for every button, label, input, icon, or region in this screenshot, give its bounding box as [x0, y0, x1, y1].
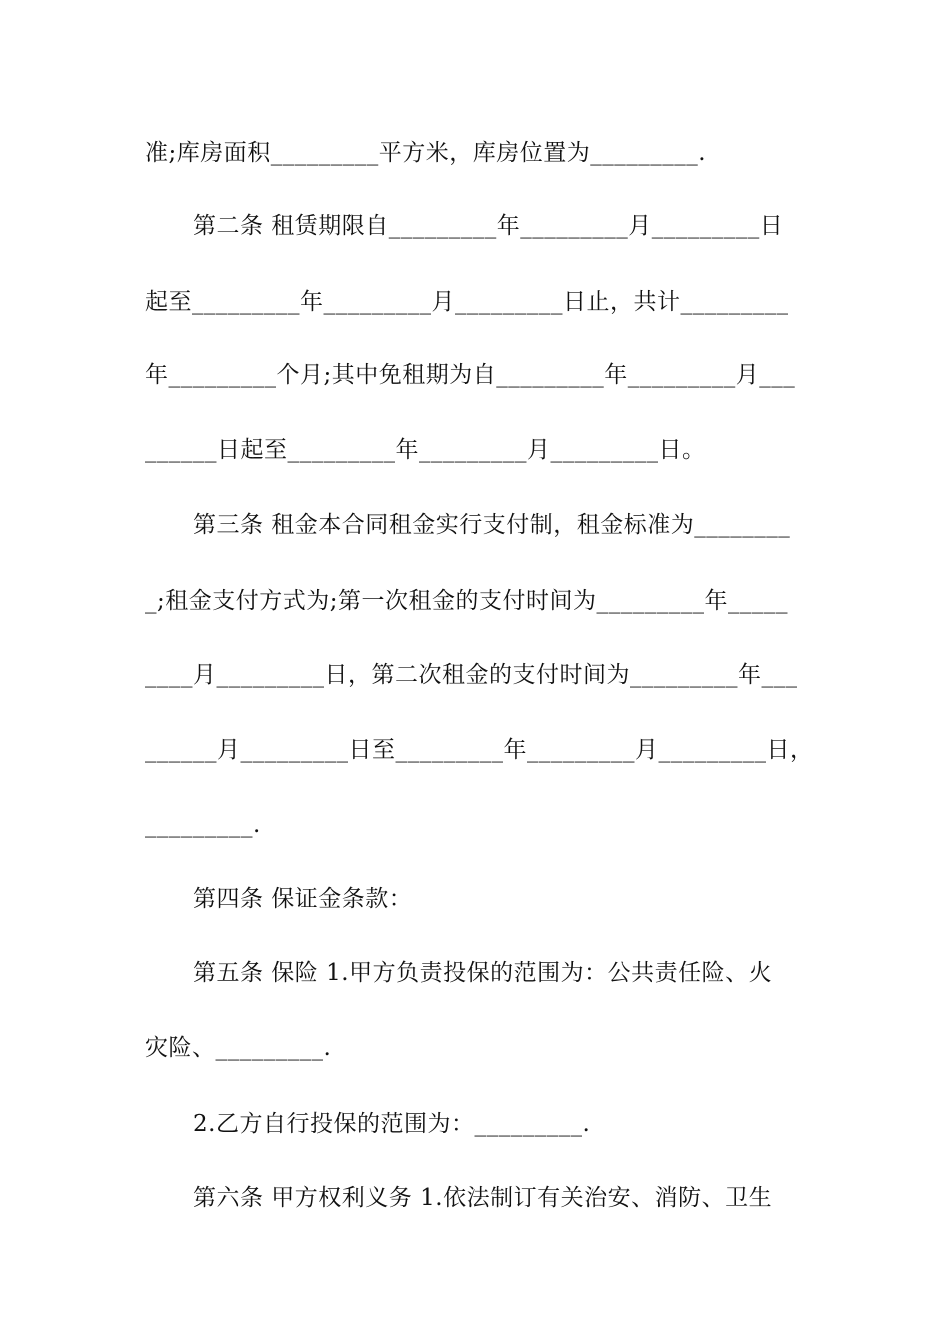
text-line-12: 第五条 保险 1.甲方负责投保的范围为：公共责任险、火	[193, 960, 773, 986]
text-line-10: _________.	[145, 812, 261, 838]
text-line-3: 起至_________年_________月_________日止，共计_________	[145, 289, 789, 315]
text-line-4: 年_________个月;其中免租期为自_________年_________月___	[145, 362, 796, 388]
text-line-7: _;租金支付方式为;第一次租金的支付时间为_________年_____	[145, 588, 788, 614]
text-line-9: ______月_________日至_________年_________月_________日，	[145, 737, 814, 763]
text-line-2: 第二条 租赁期限自_________年_________月_________日	[193, 213, 784, 239]
text-line-1: 准;库房面积_________平方米，库房位置为_________.	[145, 140, 707, 166]
text-line-8: ____月_________日，第二次租金的支付时间为_________年___	[145, 662, 798, 688]
text-line-5: ______日起至_________年_________月_________日。	[145, 437, 706, 463]
text-line-11: 第四条 保证金条款：	[193, 886, 413, 912]
text-line-6: 第三条 租金本合同租金实行支付制，租金标准为________	[193, 512, 791, 538]
text-line-13: 灾险、_________.	[145, 1035, 332, 1061]
text-line-14: 2.乙方自行投保的范围为：_________.	[193, 1111, 591, 1137]
text-line-15: 第六条 甲方权利义务 1.依法制订有关治安、消防、卫生	[193, 1185, 773, 1211]
